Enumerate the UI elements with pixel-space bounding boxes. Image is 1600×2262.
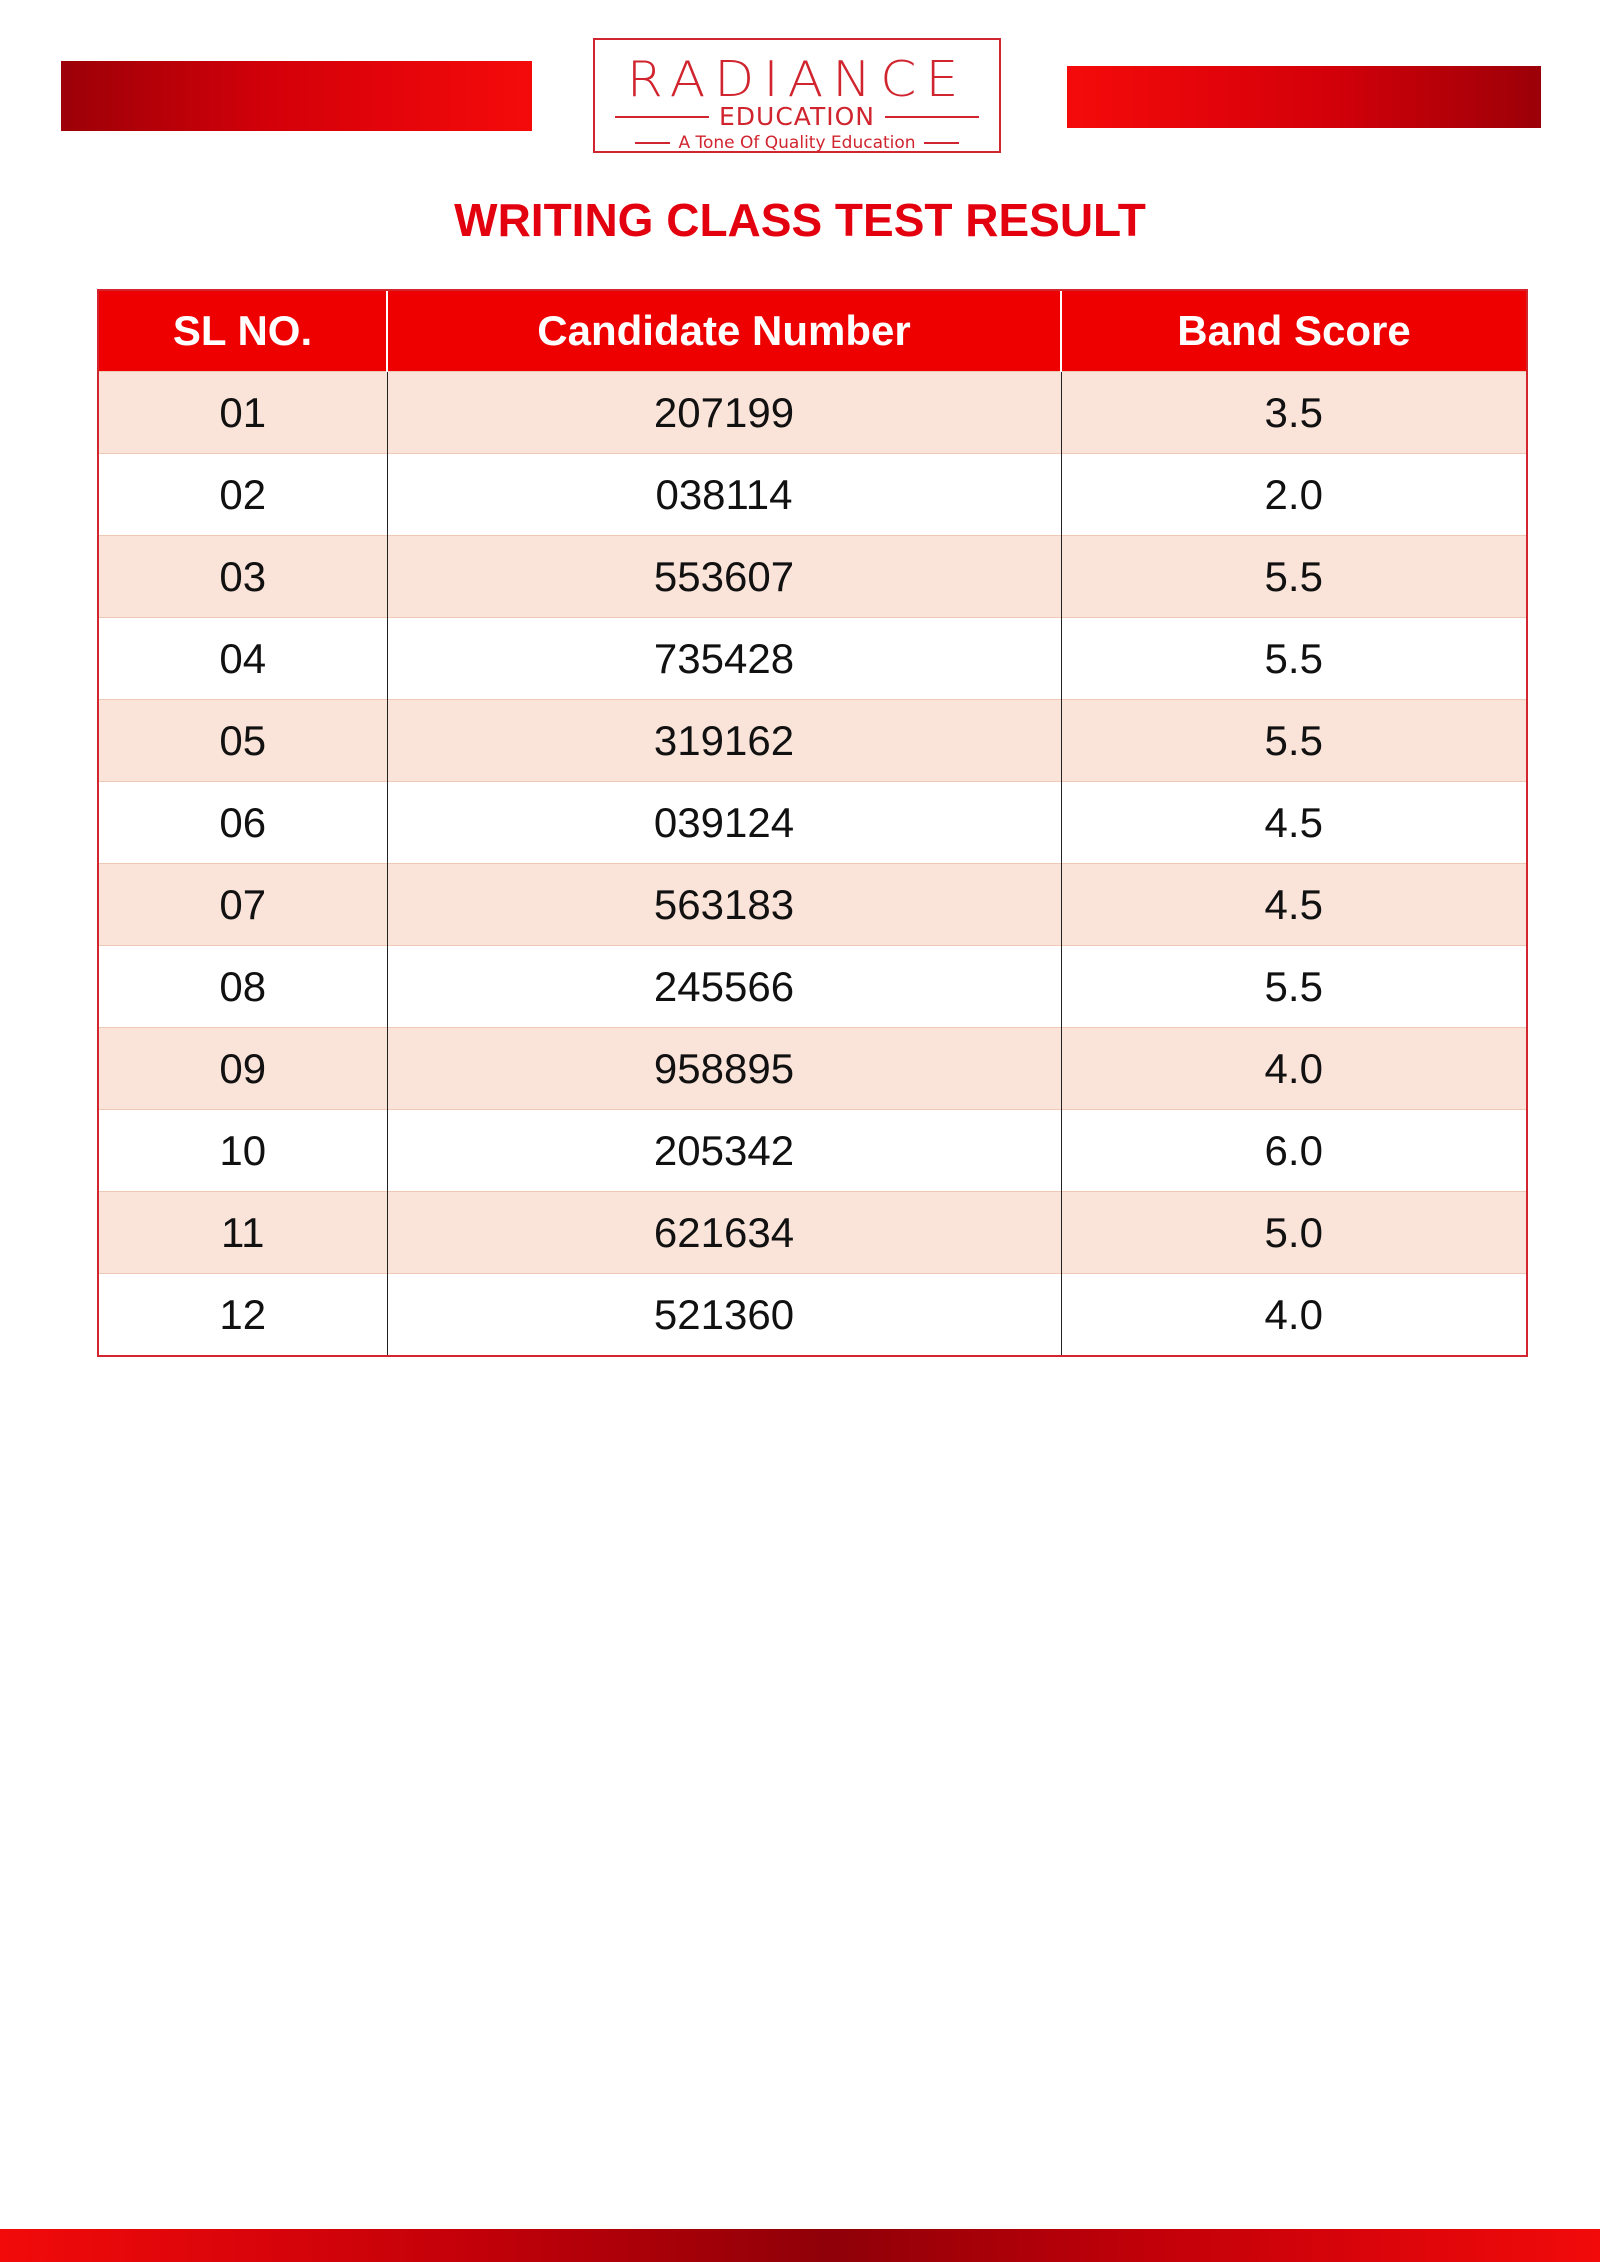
candidate-number-cell: 207199 (387, 372, 1061, 454)
table-row (99, 618, 1526, 700)
sl-no-cell: 10 (99, 1110, 387, 1192)
band-score-cell: 5.0 (1061, 1192, 1526, 1274)
table-row (99, 700, 1526, 782)
band-score-cell: 6.0 (1061, 1110, 1526, 1192)
band-score-cell: 5.5 (1061, 618, 1526, 700)
header-bar-left (61, 61, 532, 131)
header-sl-no: SL NO. (99, 291, 387, 372)
footer-bar (0, 2229, 1600, 2262)
candidate-number-cell: 319162 (387, 700, 1061, 782)
logo-subtitle: EDUCATION (719, 102, 875, 131)
sl-no-cell: 09 (99, 1028, 387, 1110)
candidate-number-cell: 039124 (387, 782, 1061, 864)
logo (593, 38, 1001, 153)
table-row (99, 946, 1526, 1028)
sl-no-cell: 07 (99, 864, 387, 946)
sl-no-cell: 04 (99, 618, 387, 700)
sl-no-cell: 06 (99, 782, 387, 864)
table-row (99, 536, 1526, 618)
band-score-cell: 4.5 (1061, 782, 1526, 864)
sl-no-cell: 03 (99, 536, 387, 618)
band-score-cell: 5.5 (1061, 700, 1526, 782)
candidate-number-cell: 735428 (387, 618, 1061, 700)
candidate-number-cell: 038114 (387, 454, 1061, 536)
candidate-number-cell: 205342 (387, 1110, 1061, 1192)
table-row (99, 782, 1526, 864)
band-score-cell: 4.5 (1061, 864, 1526, 946)
table-row (99, 1028, 1526, 1110)
candidate-number-cell: 958895 (387, 1028, 1061, 1110)
logo-tagline: A Tone Of Quality Education (678, 133, 916, 153)
candidate-number-cell: 563183 (387, 864, 1061, 946)
header-bar-right (1067, 66, 1541, 128)
band-score-cell: 5.5 (1061, 946, 1526, 1028)
sl-no-cell: 05 (99, 700, 387, 782)
band-score-cell: 4.0 (1061, 1028, 1526, 1110)
table-row (99, 372, 1526, 454)
candidate-number-cell: 621634 (387, 1192, 1061, 1274)
sl-no-cell: 11 (99, 1192, 387, 1274)
table-header-row (99, 291, 1526, 372)
logo-wordmark: RADIANCE (626, 51, 968, 109)
sl-no-cell: 01 (99, 372, 387, 454)
page-title: WRITING CLASS TEST RESULT (454, 194, 1146, 246)
candidate-number-cell: 245566 (387, 946, 1061, 1028)
table-row (99, 1110, 1526, 1192)
band-score-cell: 4.0 (1061, 1274, 1526, 1356)
band-score-cell: 3.5 (1061, 372, 1526, 454)
header-candidate-number: Candidate Number (387, 291, 1061, 372)
table-row (99, 1192, 1526, 1274)
band-score-cell: 5.5 (1061, 536, 1526, 618)
table-row (99, 454, 1526, 536)
table-row (99, 864, 1526, 946)
results-table (97, 289, 1528, 1357)
candidate-number-cell: 553607 (387, 536, 1061, 618)
sl-no-cell: 02 (99, 454, 387, 536)
table-body (99, 372, 1526, 1356)
candidate-number-cell: 521360 (387, 1274, 1061, 1356)
table-row (99, 1274, 1526, 1356)
header-band-score: Band Score (1061, 291, 1526, 372)
sl-no-cell: 08 (99, 946, 387, 1028)
sl-no-cell: 12 (99, 1274, 387, 1356)
band-score-cell: 2.0 (1061, 454, 1526, 536)
